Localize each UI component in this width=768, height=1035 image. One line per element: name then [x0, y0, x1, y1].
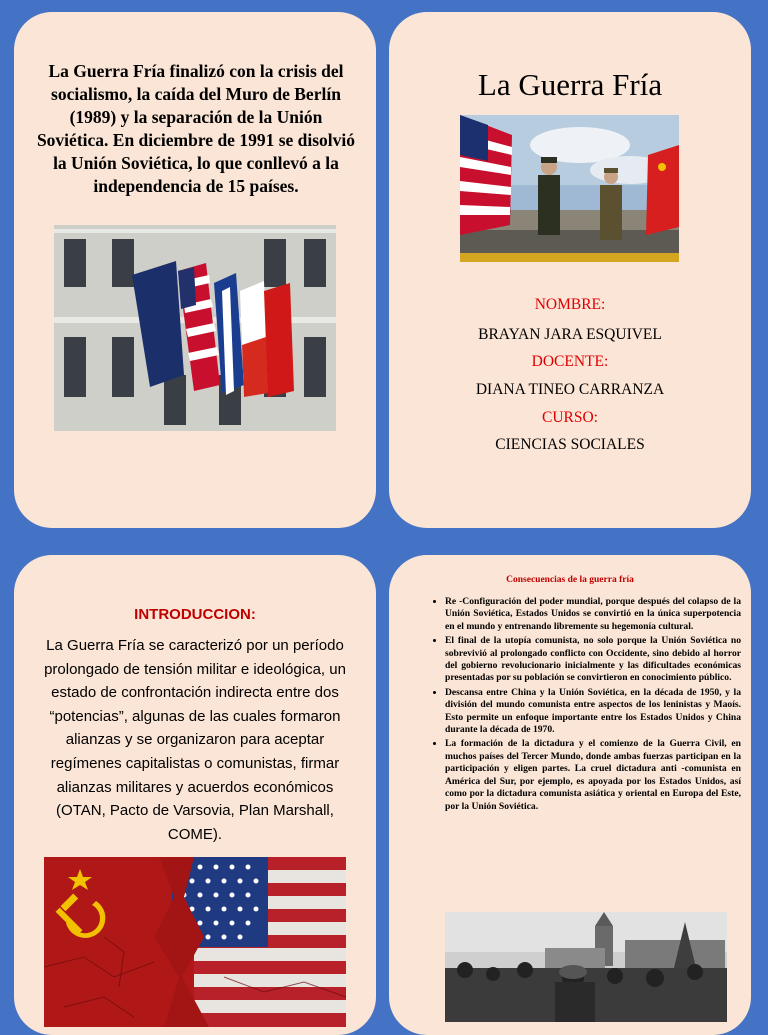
- docente-value: DIANA TINEO CARRANZA: [475, 381, 665, 398]
- end-of-cold-war-text: La Guerra Fría finalizó con la crisis del socialismo, la caída del Muro de Berlín (1989) y la separación de la Unión Soviética. En diciembre de 1991 se disolvió la Unión Soviética, lo que conllevó a la independencia de 15 países.: [36, 61, 356, 196]
- flags-building-photo: [54, 225, 336, 431]
- panel-consequences: [389, 555, 751, 1035]
- nombre-value: BRAYAN JARA ESQUIVEL: [478, 326, 662, 343]
- cover-title: La Guerra Fría: [477, 67, 663, 102]
- list-item: • Descansa entre China y la Unión Soviética, en la década de 1950, y la división del mundo comunista entre aspectos de los leninistas y Maoís. Esto permite un enfoque importante entre los Estados Unidos y China durante la década de 1970.: [445, 687, 741, 737]
- nombre-label: NOMBRE:: [534, 296, 606, 313]
- consequences-title: Consecuencias de la guerra fría: [506, 575, 634, 585]
- curso-label: CURSO:: [542, 409, 598, 426]
- ussr-usa-flags-photo: [44, 857, 346, 1027]
- list-item: • El final de la utopía comunista, no solo porque la Unión Soviética no sobrevivió al prolongado conflicto con Occidente, sino debido al horror del gobierno revolucionario inicialmente y las dificultades económicas presentadas por su población se convirtieron en conocimiento público.: [445, 635, 741, 685]
- docente-label: DOCENTE:: [531, 353, 609, 370]
- panel-introduction: [14, 555, 376, 1035]
- list-item: • La formación de la dictadura y el comienzo de la Guerra Civil, en muchos países del Tercer Mundo, donde ambas fuerzas participan en la participación y eligen partes. La cruel dictadura anti -comunista en América del Sur, por ejemplo, es apoyada por los Estados Unidos, así como por la dictadura comunista asiática y oriental en Europa del Este, por la Unión Soviética.: [445, 738, 741, 812]
- consequences-list: [431, 596, 741, 815]
- introduction-heading: INTRODUCCION:: [134, 606, 256, 623]
- curso-value: CIENCIAS SOCIALES: [495, 436, 645, 453]
- soldiers-flags-photo: [460, 115, 679, 262]
- red-square-soldiers-photo: [445, 912, 727, 1022]
- panel-end-of-cold-war: [14, 12, 376, 528]
- list-item: • Re -Configuración del poder mundial, porque después del colapso de la Unión Soviética, Estados Unidos se convirtió en la única superpotencia en el mundo y entrenando libremente su hegemonía cultural.: [445, 596, 741, 633]
- introduction-text: La Guerra Fría se caracterizó por un período prolongado de tensión militar e ideológica, un estado de confrontación indirecta entre dos “potencias”, algunas de las cuales formaron alianzas y se organizaron para aceptar regímenes capitalistas o comunistas, firmar alianzas militares y acuerdos económicos (OTAN, Pacto de Varsovia, Plan Marshall, COME).: [44, 637, 346, 843]
- panel-cover: [389, 12, 751, 528]
